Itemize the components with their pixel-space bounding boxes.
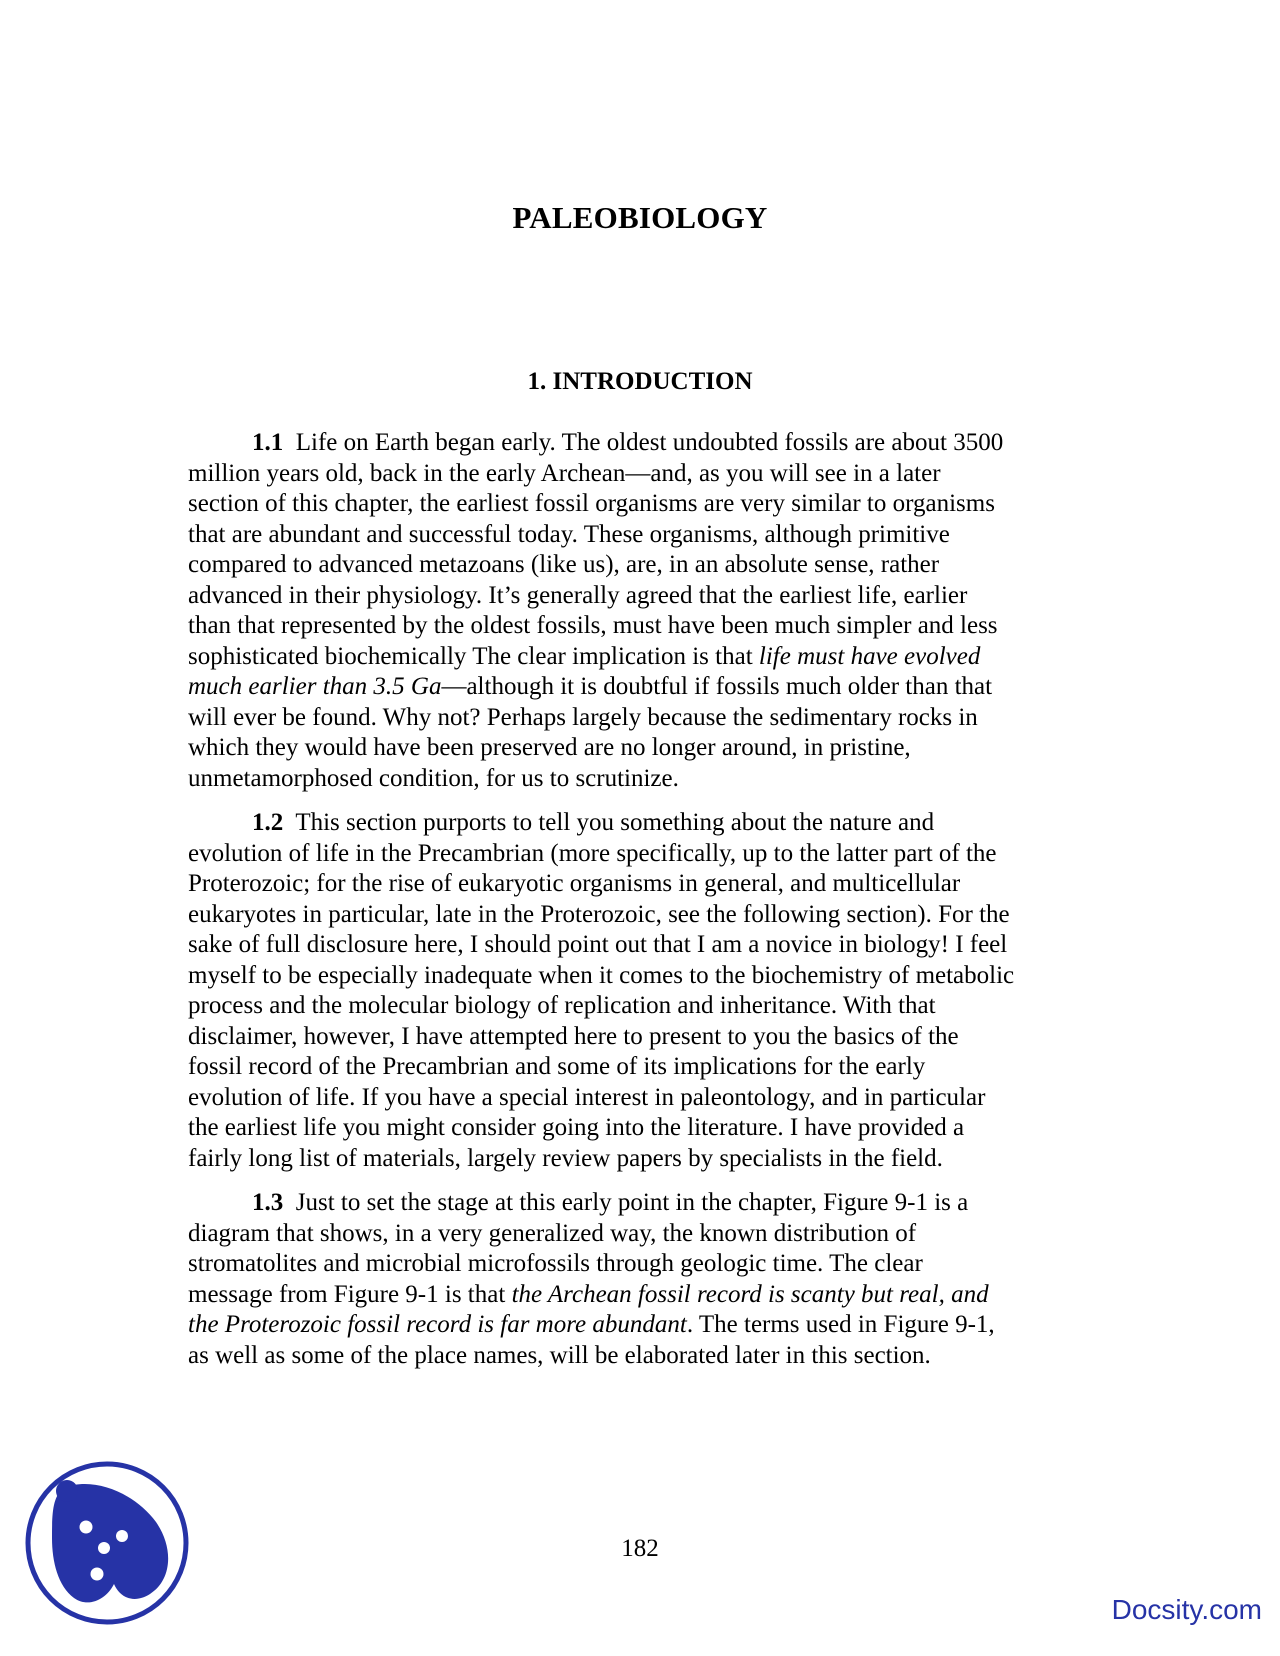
paragraph-line: sake of full disclosure here, I should point out that I am a novice in biology! I feel bbox=[188, 931, 1008, 958]
paragraph-line: fairly long list of materials, largely review papers by specialists in the field. bbox=[188, 1144, 943, 1172]
paragraph-line: compared to advanced metazoans (like us), are, in an absolute sense, rather bbox=[188, 551, 940, 578]
paragraph-1-1 bbox=[188, 428, 1100, 794]
paragraph-line: disclaimer, however, I have attempted here to present to you the basics of the bbox=[188, 1022, 959, 1050]
paragraph-line: as well as some of the place names, will be elaborated later in this section. bbox=[188, 1341, 931, 1369]
docsity-logo-graphic bbox=[22, 1458, 192, 1628]
paragraph-line: million years old, back in the early Archean—and, as you will see in a later bbox=[188, 459, 941, 487]
paragraph-line: diagram that shows, in a very generalized way, the known distribution of bbox=[188, 1219, 917, 1247]
page-title: PALEOBIOLOGY bbox=[512, 200, 768, 235]
paragraph-line: stromatolites and microbial microfossils through geologic time. The clear bbox=[188, 1250, 923, 1277]
paragraph-line: the earliest life you might consider going into the literature. I have provided a bbox=[188, 1114, 965, 1141]
paragraph-line: myself to be especially inadequate when it comes to the biochemistry of metabolic bbox=[188, 961, 1015, 989]
paragraph-line: the Proterozoic fossil record is far more abundant. The terms used in Figure 9-1, bbox=[188, 1311, 995, 1338]
paragraph-line: will ever be found. Why not? Perhaps largely because the sedimentary rocks in bbox=[188, 703, 978, 731]
paragraph-line: Proterozoic; for the rise of eukaryotic organisms in general, and multicellular bbox=[188, 870, 961, 897]
emphasis-text: life must have evolved bbox=[758, 642, 981, 670]
page-number: 182 bbox=[621, 1535, 659, 1562]
paragraph-number: 1.3 bbox=[252, 1189, 284, 1216]
paragraph-1-3 bbox=[188, 1188, 1100, 1371]
docsity-watermark[interactable]: Docsity.com bbox=[1111, 1594, 1262, 1625]
paragraph-line: much earlier than 3.5 Ga—although it is doubtful if fossils much older than that bbox=[188, 673, 993, 700]
paragraph-line: unmetamorphosed condition, for us to scrutinize. bbox=[188, 764, 679, 792]
emphasis-text: the Archean fossil record is scanty but real, and bbox=[511, 1280, 989, 1308]
paragraph-line: process and the molecular biology of replication and inheritance. With that bbox=[188, 992, 936, 1019]
docsity-logo-icon[interactable] bbox=[22, 1458, 192, 1628]
paragraph-line: message from Figure 9-1 is that the Archean fossil record is scanty but real, and bbox=[188, 1280, 989, 1308]
body-text bbox=[188, 428, 1100, 1385]
paragraph-line: section of this chapter, the earliest fossil organisms are very similar to organisms bbox=[188, 490, 995, 517]
paragraph-line: 1.3 Just to set the stage at this early point in the chapter, Figure 9-1 is a bbox=[252, 1189, 969, 1216]
paragraph-line: which they would have been preserved are no longer around, in pristine, bbox=[188, 734, 911, 761]
emphasis-text: much earlier than 3.5 Ga bbox=[188, 673, 442, 700]
paragraph-number: 1.1 bbox=[252, 429, 284, 456]
paragraph-number: 1.2 bbox=[252, 809, 284, 836]
paragraph-line: evolution of life in the Precambrian (more specifically, up to the latter part of the bbox=[188, 839, 997, 867]
paragraph-line: 1.2 This section purports to tell you something about the nature and bbox=[252, 809, 935, 836]
paragraph-line: fossil record of the Precambrian and some of its implications for the early bbox=[188, 1053, 926, 1080]
paragraph-line: sophisticated biochemically The clear implication is that life must have evolved bbox=[188, 642, 981, 670]
paragraph-line: eukaryotes in particular, late in the Proterozoic, see the following section). For the bbox=[188, 900, 1010, 928]
paragraph-line: that are abundant and successful today. These organisms, although primitive bbox=[188, 520, 950, 548]
section-heading: 1. INTRODUCTION bbox=[527, 368, 753, 395]
paragraph-line: than that represented by the oldest fossils, must have been much simpler and less bbox=[188, 612, 998, 639]
paragraph-line: 1.1 Life on Earth began early. The oldest undoubted fossils are about 3500 bbox=[252, 429, 1004, 456]
emphasis-text: the Proterozoic fossil record is far more abundant bbox=[188, 1311, 687, 1338]
paragraph-line: evolution of life. If you have a special interest in paleontology, and in particular bbox=[188, 1083, 986, 1111]
paragraph-1-2 bbox=[188, 808, 1100, 1174]
paragraph-line: advanced in their physiology. It’s generally agreed that the earliest life, earlier bbox=[188, 581, 968, 609]
